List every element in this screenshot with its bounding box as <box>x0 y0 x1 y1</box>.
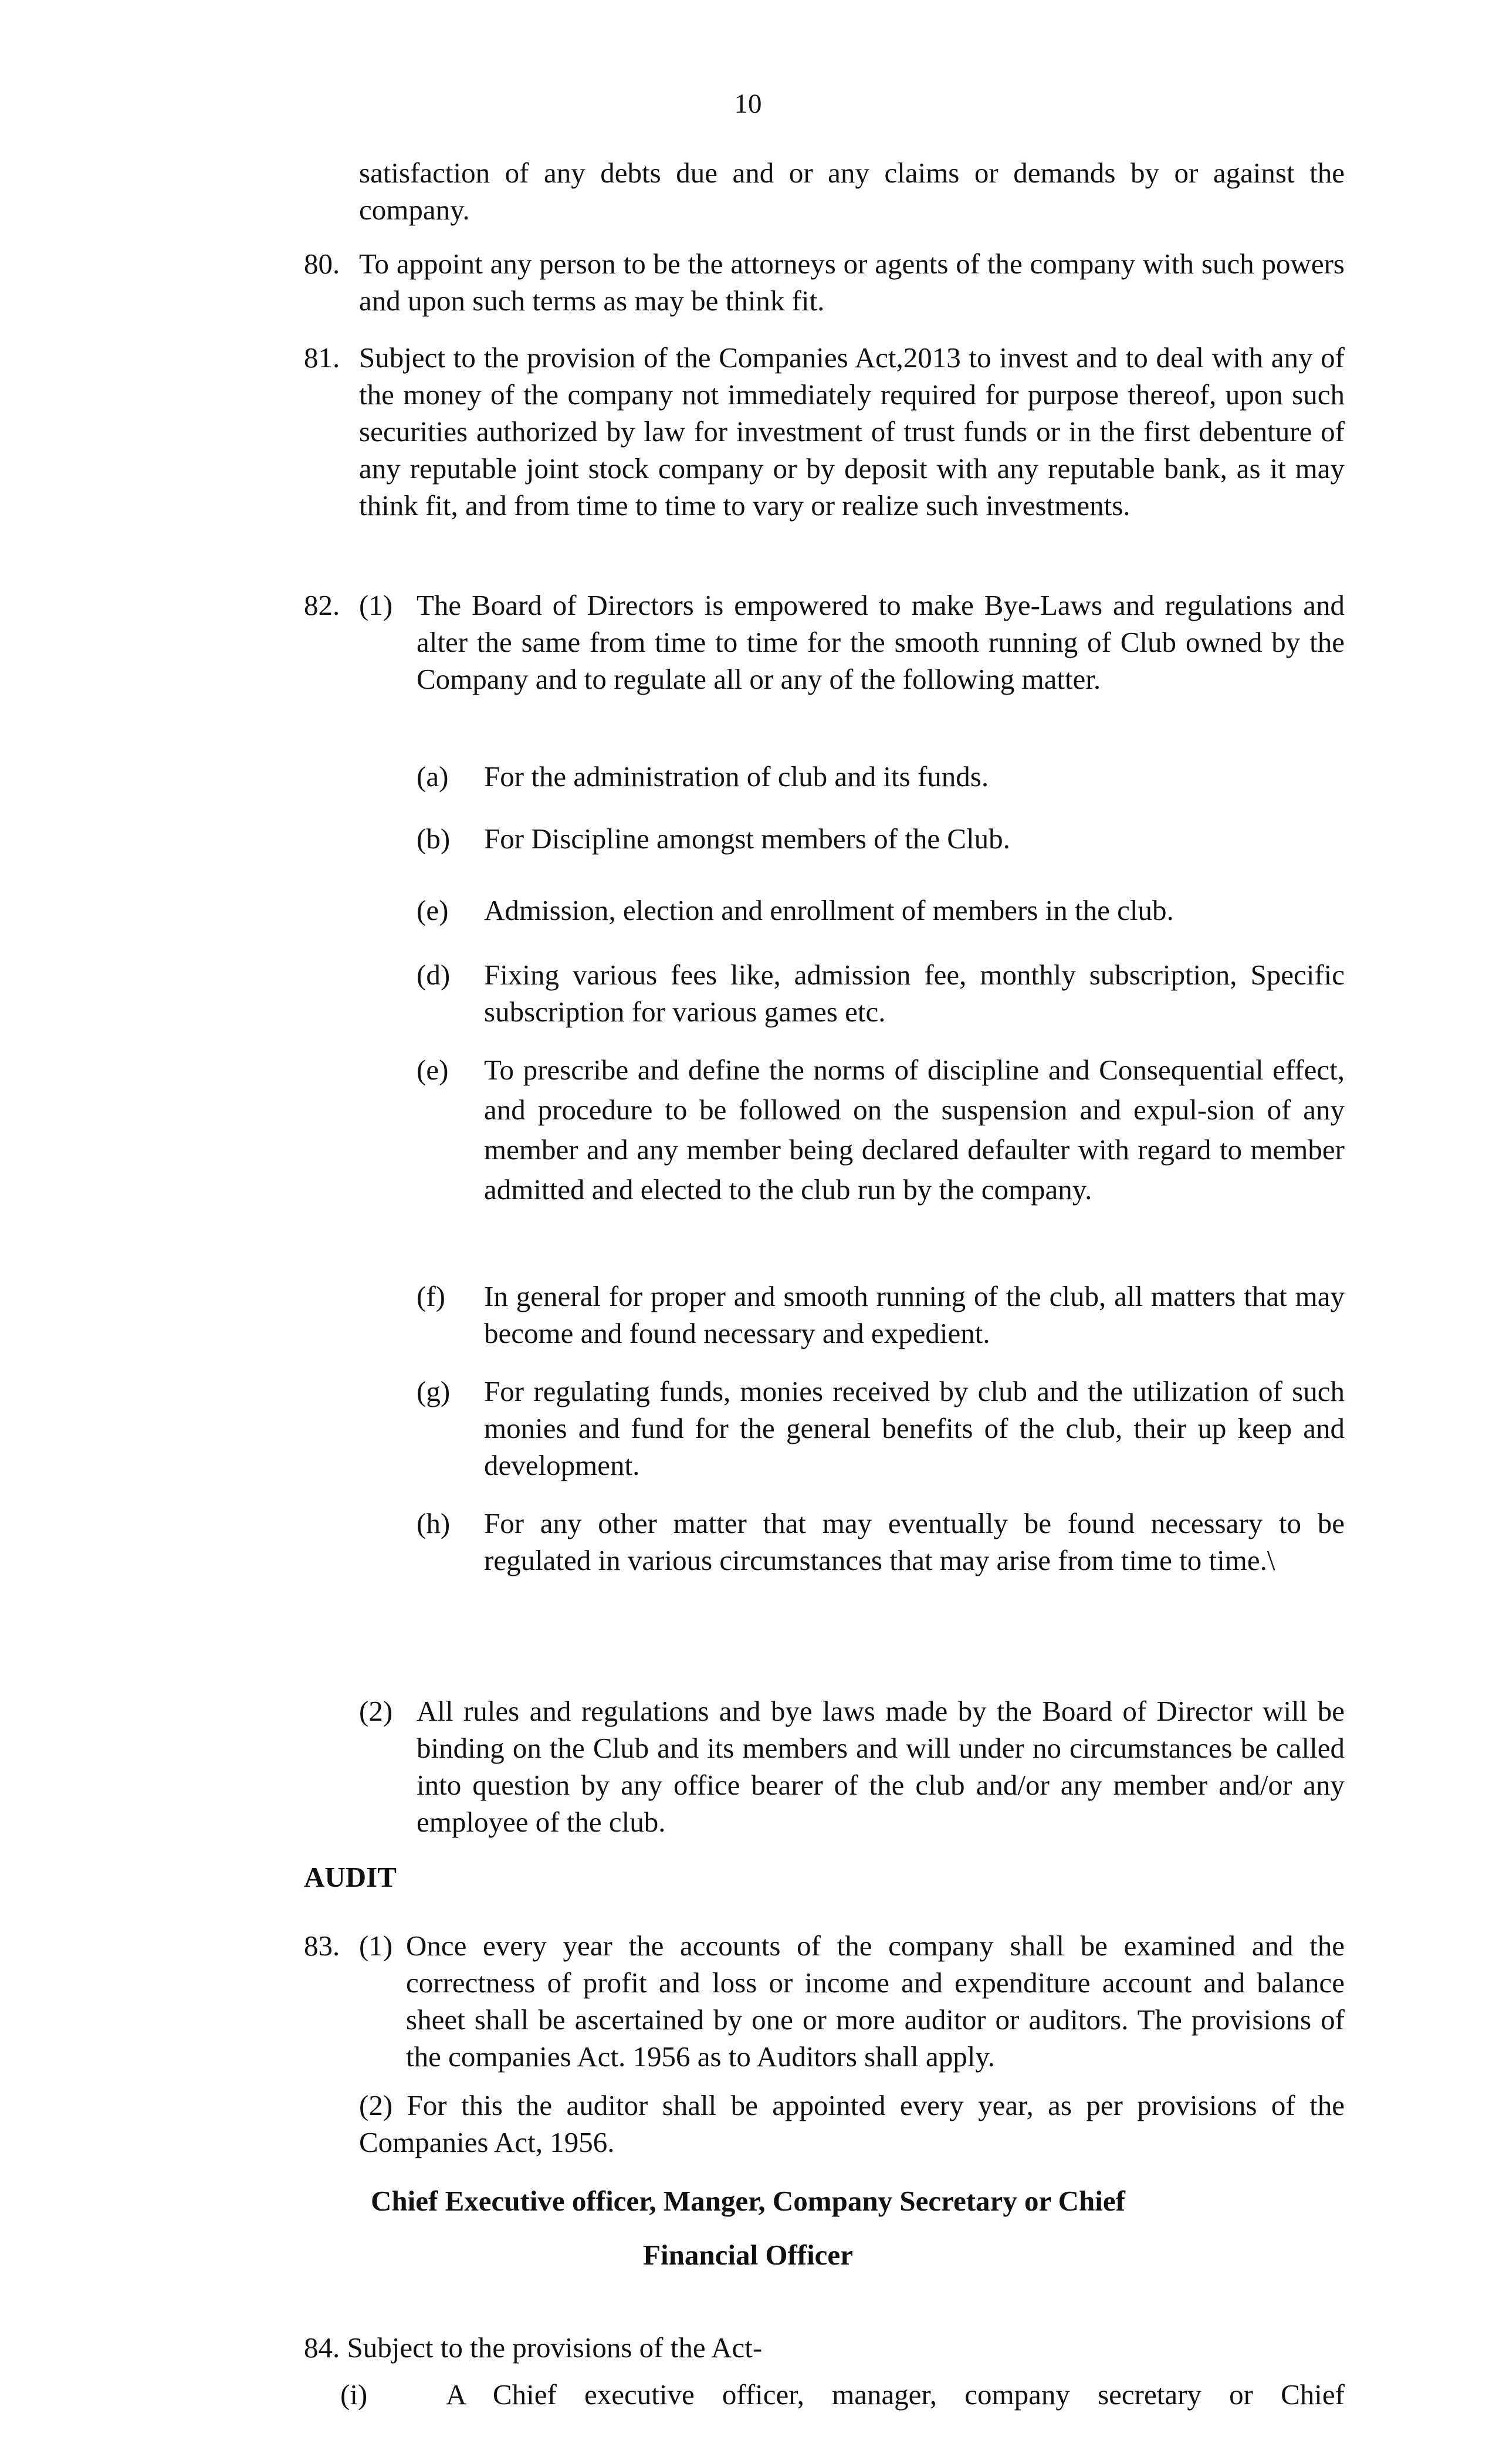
item-label-h: (h) <box>417 1507 451 1539</box>
clause-83-sub1-text: Once every year the accounts of the company shall be examined and the correctness of profit and loss or income and expenditure account and balance sheet shall be ascertained by one or more auditor or auditors. The provisions of the companies Act. 1956 as to Auditors shall apply. <box>406 1930 1345 2073</box>
item-label-d: (d) <box>417 959 451 991</box>
item-label-g: (g) <box>417 1375 451 1407</box>
clause-80-number: 80. <box>304 248 340 280</box>
clause-83-sub2-text: (2) For this the auditor shall be appointed every year, as per provisions of the Companies Act, 1956. <box>359 2089 1345 2158</box>
clause-83-sub1-number: (1) <box>359 1930 393 1962</box>
item-label-c: (e) <box>417 894 449 926</box>
officer-heading-line1: Chief Executive officer, Manger, Company Secretary or Chief <box>371 2185 1125 2217</box>
item-text-c: Admission, election and enrollment of members in the club. <box>484 894 1174 926</box>
clause-82-sub2-number: (2) <box>359 1695 393 1727</box>
audit-heading: AUDIT <box>304 1861 397 1893</box>
page-number: 10 <box>734 89 762 119</box>
item-text-d: Fixing various fees like, admission fee, monthly subscription, Specific subscription for various games etc. <box>484 959 1345 1028</box>
item-label-f: (f) <box>417 1280 445 1312</box>
item-text-b: For Discipline amongst members of the Club. <box>484 823 1010 855</box>
clause-82-sub1-text: The Board of Directors is empowered to make Bye-Laws and regulations and alter the same from time to time for the smooth running of Club owned by the Company and to regulate all or any of the following matter. <box>417 589 1345 695</box>
item-text-a: For the administration of club and its funds. <box>484 760 989 793</box>
clause-84-item-i-label: (i) <box>340 2378 368 2411</box>
item-text-f: In general for proper and smooth running of the club, all matters that may become and found necessary and expedient. <box>484 1280 1345 1349</box>
clause-82-number: 82. <box>304 589 340 621</box>
clause-81-number: 81. <box>304 341 340 374</box>
item-text-g: For regulating funds, monies received by club and the utilization of such monies and fund for the general benefits of the club, their up keep and development. <box>484 1375 1345 1481</box>
item-label-e: (e) <box>417 1054 449 1086</box>
clause-82-sub1-number: (1) <box>359 589 393 621</box>
clause-81-text: Subject to the provision of the Companies Act,2013 to invest and to deal with any of the money of the company not immediately required for purpose thereof, upon such securities authorized by law for investment of trust funds or in the first debenture of any reputable joint stock company or by deposit with any reputable bank, as it may think fit, and from time to time to vary or realize such investments. <box>359 341 1345 522</box>
clause-83-number: 83. <box>304 1930 340 1962</box>
item-text-h: For any other matter that may eventually be found necessary to be regulated in various circumstances that may arise from time to time.\ <box>484 1507 1345 1576</box>
item-label-b: (b) <box>417 823 451 855</box>
item-text-e: To prescribe and define the norms of discipline and Consequential effect, and procedure to be followed on the suspension and expul-sion of any member and any member being declared defaulter with regard to member admitted and elected to the club run by the company. <box>484 1054 1345 1206</box>
clause-79-continuation: satisfaction of any debts due and or any claims or demands by or against the company. <box>359 157 1345 226</box>
item-label-a: (a) <box>417 760 449 793</box>
clause-80-text: To appoint any person to be the attorneys or agents of the company with such powers and upon such terms as may be think fit. <box>359 248 1345 317</box>
clause-84-intro: 84. Subject to the provisions of the Act- <box>304 2331 763 2364</box>
clause-84-item-i-text: A Chief executive officer, manager, company secretary or Chief <box>446 2378 1345 2411</box>
clause-82-sub2-text: All rules and regulations and bye laws made by the Board of Director will be binding on the Club and its members and will under no circumstances be called into question by any office bearer of the club and/or any member and/or any employee of the club. <box>417 1695 1345 1838</box>
officer-heading-line2: Financial Officer <box>643 2239 853 2271</box>
